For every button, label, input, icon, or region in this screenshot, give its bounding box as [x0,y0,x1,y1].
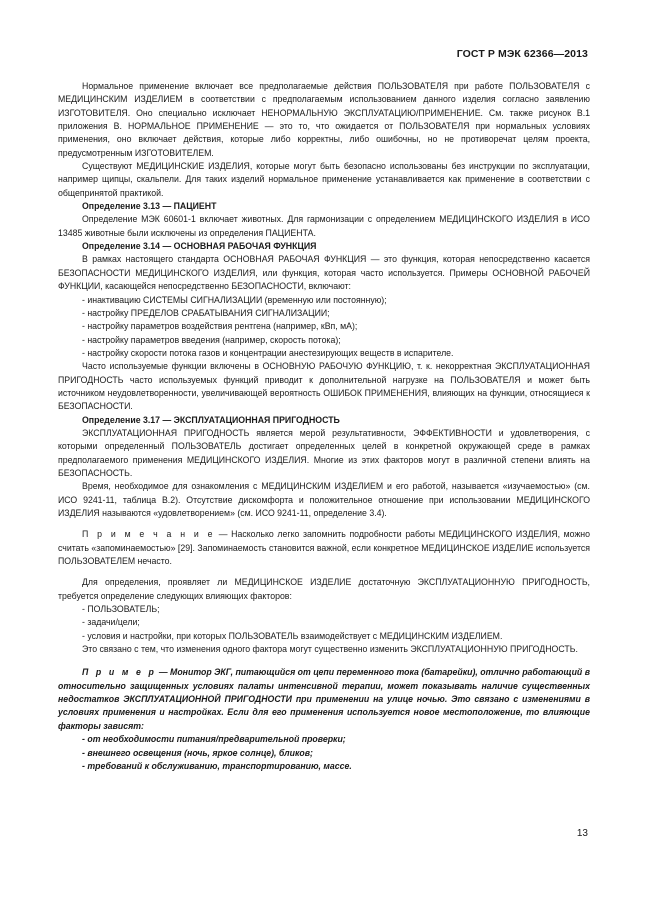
list-item: - условия и настройки, при которых ПОЛЬЗОВАТЕЛЬ взаимодействует с МЕДИЦИНСКИМ ИЗДЕЛИЕМ. [82,630,503,641]
paragraph: Время, необходимое для ознакомления с МЕДИЦИНСКИМ ИЗДЕЛИЕМ и его работой, называется «изучаемостью» (см. ИСО 9241-11, таблица В.2). Отсутствие дискомфорта и положительное отношение при использовании МЕДИЦИНСКОГО ИЗДЕЛИЯ называются «удовлетворением» (см. ИСО 9241-11, определение 3.4). [58,481,590,518]
list-item: - настройку параметров воздействия рентгена (например, кВп, мА); [82,321,358,332]
list-item: - внешнего освещения (ночь, яркое солнце), бликов; [82,747,313,758]
paragraph: В рамках настоящего стандарта ОСНОВНАЯ РАБОЧАЯ ФУНКЦИЯ — это функция, которая непосредственно касается БЕЗОПАСНОСТИ МЕДИЦИНСКОГО ИЗДЕЛИЯ, или функция, которая часто используется. Примеры ОСНОВНОЙ РАБОЧЕЙ ФУНКЦИИ, касающейся непосредственно БЕЗОПАСНОСТИ, включают: [58,254,590,292]
example [58,666,590,733]
paragraph: ЭКСПЛУАТАЦИОННАЯ ПРИГОДНОСТЬ является мерой результативности, ЭФФЕКТИВНОСТИ и удовлетворения, с которыми определенный ПОЛЬЗОВАТЕЛЬ достигает определенных целей в конкретной окружающей среде в рамках предполагаемого применения МЕДИЦИНСКОГО ИЗДЕЛИЯ. Многие из этих факторов могут в различной степени влиять на БЕЗОПАСНОСТЬ. [58,427,590,478]
paragraph: Нормальное применение включает все предполагаемые действия ПОЛЬЗОВАТЕЛЯ при работе ПОЛЬЗОВАТЕЛЯ с МЕДИЦИНСКИМ ИЗДЕЛИЕМ в соответствии с предполагаемым использованием данного изделия согласно заявлению ИЗГОТОВИТЕЛЯ. Оно специально исключает НЕНОРМАЛЬНУЮ ЭКСПЛУАТАЦИЮ/ПРИМЕНЕНИЕ. См. также рисунок В.1 приложения В. НОРМАЛЬНОЕ ПРИМЕНЕНИЕ — это то, что ожидается от ПОЛЬЗОВАТЕЛЯ при нормальных условиях применения, оно включает действия, которые либо корректны, либо ошибочны, но не противоречат целям проекта, предусмотренным ИЗГОТОВИТЕЛЕМ. [58,81,590,158]
page-content [58,80,590,773]
list-item: - настройку ПРЕДЕЛОВ СРАБАТЫВАНИЯ СИГНАЛИЗАЦИИ; [82,307,330,318]
list-item: - настройку скорости потока газов и концентрации анестезирующих веществ в испарителе. [82,347,454,358]
list-item: - инактивацию СИСТЕМЫ СИГНАЛИЗАЦИИ (временную или постоянную); [82,294,387,305]
paragraph: Это связано с тем, что изменения одного фактора могут существенно изменить ЭКСПЛУАТАЦИОННУЮ ПРИГОДНОСТЬ. [82,644,578,655]
definition-heading: Определение 3.14 — ОСНОВНАЯ РАБОЧАЯ ФУНКЦИЯ [82,241,317,252]
list-item: - требований к обслуживанию, транспортированию, массе. [82,760,352,771]
note-label: П р и м е ч а н и е [82,529,216,540]
paragraph: Существуют МЕДИЦИНСКИЕ ИЗДЕЛИЯ, которые могут быть безопасно использованы без инструкции по эксплуатации, например щипцы, скальпели. Для таких изделий нормальное применение устанавливается как применение в соответствии с общепринятой практикой. [58,161,590,198]
list-item: - от необходимости питания/предварительной проверки; [82,734,346,745]
example-label: П р и м е р [82,667,157,678]
definition-heading: Определение 3.13 — ПАЦИЕНТ [82,201,217,212]
note [58,528,590,568]
paragraph: Определение МЭК 60601-1 включает животных. Для гармонизации с определением МЕДИЦИНСКОГО ИЗДЕЛИЯ в ИСО 13485 животные были исключены из определения ПАЦИЕНТА. [58,214,590,238]
paragraph: Часто используемые функции включены в ОСНОВНУЮ РАБОЧУЮ ФУНКЦИЮ, т. к. некорректная ЭКСПЛУАТАЦИОННАЯ ПРИГОДНОСТЬ часто используемых функций приводит к дополнительной нагрузке на ПОЛЬЗОВАТЕЛЯ и может быть источником неудовлетворенности, увеличивающей вероятность ОШИБОК ПРИМЕНЕНИЯ, влияющих на функции, относящиеся к БЕЗОПАСНОСТИ. [58,361,590,412]
example-text: — Монитор ЭКГ, питающийся от цепи переменного тока (батарейки), отлично работающий в относительно защищенных условиях палаты интенсивной терапии, может показывать наличие существенных недостатков ЭКСПЛУАТАЦИОННОЙ ПРИГОДНОСТИ при применении на улице ночью. Это связано с изменениями в условиях применения и настройках. Если для его применения используется новое местоположение, то влияющие факторы зависят: [58,667,590,731]
list-item: - задачи/цели; [82,617,140,628]
document-header: ГОСТ Р МЭК 62366—2013 [456,48,588,60]
note-text: — Насколько легко запомнить подробности работы МЕДИЦИНСКОГО ИЗДЕЛИЯ, можно считать «запоминаемостью» [29]. Запоминаемость становится важной, если конкретное МЕДИЦИНСКОЕ ИЗДЕЛИЕ используется ПОЛЬЗОВАТЕЛЕМ нечасто. [58,529,591,567]
definition-heading: Определение 3.17 — ЭКСПЛУАТАЦИОННАЯ ПРИГОДНОСТЬ [82,414,340,425]
page-number: 13 [576,828,588,839]
list-item: - настройку параметров введения (например, скорость потока); [82,334,341,345]
list-item: - ПОЛЬЗОВАТЕЛЬ; [82,604,160,615]
paragraph: Для определения, проявляет ли МЕДИЦИНСКОЕ ИЗДЕЛИЕ достаточную ЭКСПЛУАТАЦИОННУЮ ПРИГОДНОСТЬ, требуется определение следующих влияющих факторов: [58,577,590,601]
